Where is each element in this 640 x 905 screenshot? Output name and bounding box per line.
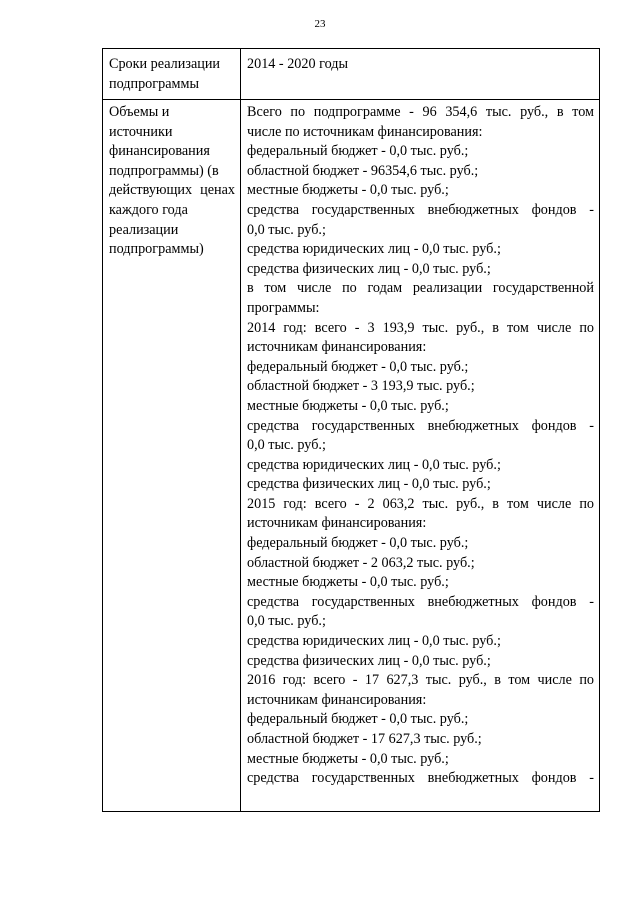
funding-line: средства государственных внебюджетных фондов - (247, 593, 594, 610)
funding-line: местные бюджеты - 0,0 тыс. руб.; (247, 182, 449, 199)
funding-line: областной бюджет - 2 063,2 тыс. руб.; (247, 554, 475, 571)
funding-label-line: каждого года (109, 201, 188, 218)
funding-line: средства юридических лиц - 0,0 тыс. руб.; (247, 241, 501, 258)
term-label-line: Сроки реализации (109, 56, 221, 72)
term-label-cell (103, 49, 241, 100)
funding-line: местные бюджеты - 0,0 тыс. руб.; (247, 750, 449, 767)
funding-label-line: реализации (109, 221, 179, 238)
term-value: 2014 - 2020 годы (247, 56, 349, 72)
funding-value-cell (241, 100, 600, 812)
term-row (103, 49, 600, 100)
funding-line: источникам финансирования: (247, 339, 427, 356)
funding-line: средства государственных внебюджетных фондов - (247, 201, 594, 218)
funding-line: Всего по подпрограмме - 96 354,6 тыс. руб., в том (247, 104, 594, 120)
funding-line: программы: (247, 299, 320, 316)
funding-line: средства физических лиц - 0,0 тыс. руб.; (247, 476, 491, 493)
funding-line: федеральный бюджет - 0,0 тыс. руб.; (247, 711, 469, 728)
funding-line: в том числе по годам реализации государственной (247, 280, 594, 297)
funding-line: областной бюджет - 3 193,9 тыс. руб.; (247, 378, 475, 395)
funding-line: 2014 год: всего - 3 193,9 тыс. руб., в том числе по (247, 319, 594, 336)
term-label-line: подпрограммы (109, 75, 199, 92)
funding-line: средства физических лиц - 0,0 тыс. руб.; (247, 652, 491, 669)
funding-line: числе по источникам финансирования: (247, 123, 483, 140)
funding-line: средства физических лиц - 0,0 тыс. руб.; (247, 260, 491, 277)
funding-line: федеральный бюджет - 0,0 тыс. руб.; (247, 535, 469, 552)
funding-line: 0,0 тыс. руб.; (247, 221, 326, 238)
funding-label-line: финансирования (109, 143, 210, 160)
funding-label-cell (103, 100, 241, 812)
funding-line: федеральный бюджет - 0,0 тыс. руб.; (247, 358, 469, 375)
funding-label-line: источники (109, 123, 173, 140)
funding-line: местные бюджеты - 0,0 тыс. руб.; (247, 574, 449, 591)
funding-line: средства юридических лиц - 0,0 тыс. руб.; (247, 456, 501, 473)
funding-line: местные бюджеты - 0,0 тыс. руб.; (247, 397, 449, 414)
funding-line: 2015 год: всего - 2 063,2 тыс. руб., в том числе по (247, 495, 594, 512)
funding-line: областной бюджет - 96354,6 тыс. руб.; (247, 162, 479, 179)
funding-row (103, 100, 600, 812)
funding-line: 0,0 тыс. руб.; (247, 437, 326, 454)
funding-line: источникам финансирования: (247, 515, 427, 532)
page-number: 23 (314, 18, 326, 30)
funding-line: источникам финансирования: (247, 691, 427, 708)
funding-line: средства государственных внебюджетных фондов - (247, 417, 594, 434)
funding-line: 0,0 тыс. руб.; (247, 613, 326, 630)
funding-line: областной бюджет - 17 627,3 тыс. руб.; (247, 731, 482, 747)
funding-label-line: подпрограммы) (в (109, 162, 219, 179)
funding-line: средства государственных внебюджетных фондов - (247, 770, 594, 787)
term-value-cell (241, 49, 600, 100)
funding-label-line: Объемы и (109, 104, 170, 120)
subprogram-passport-table (102, 48, 600, 812)
funding-line: федеральный бюджет - 0,0 тыс. руб.; (247, 143, 469, 160)
funding-line: 2016 год: всего - 17 627,3 тыс. руб., в том числе по (247, 672, 594, 689)
funding-line: средства юридических лиц - 0,0 тыс. руб.; (247, 633, 501, 650)
funding-text (247, 103, 594, 811)
funding-label-line: действующих ценах (109, 182, 235, 199)
funding-label-line: подпрограммы) (109, 241, 204, 258)
